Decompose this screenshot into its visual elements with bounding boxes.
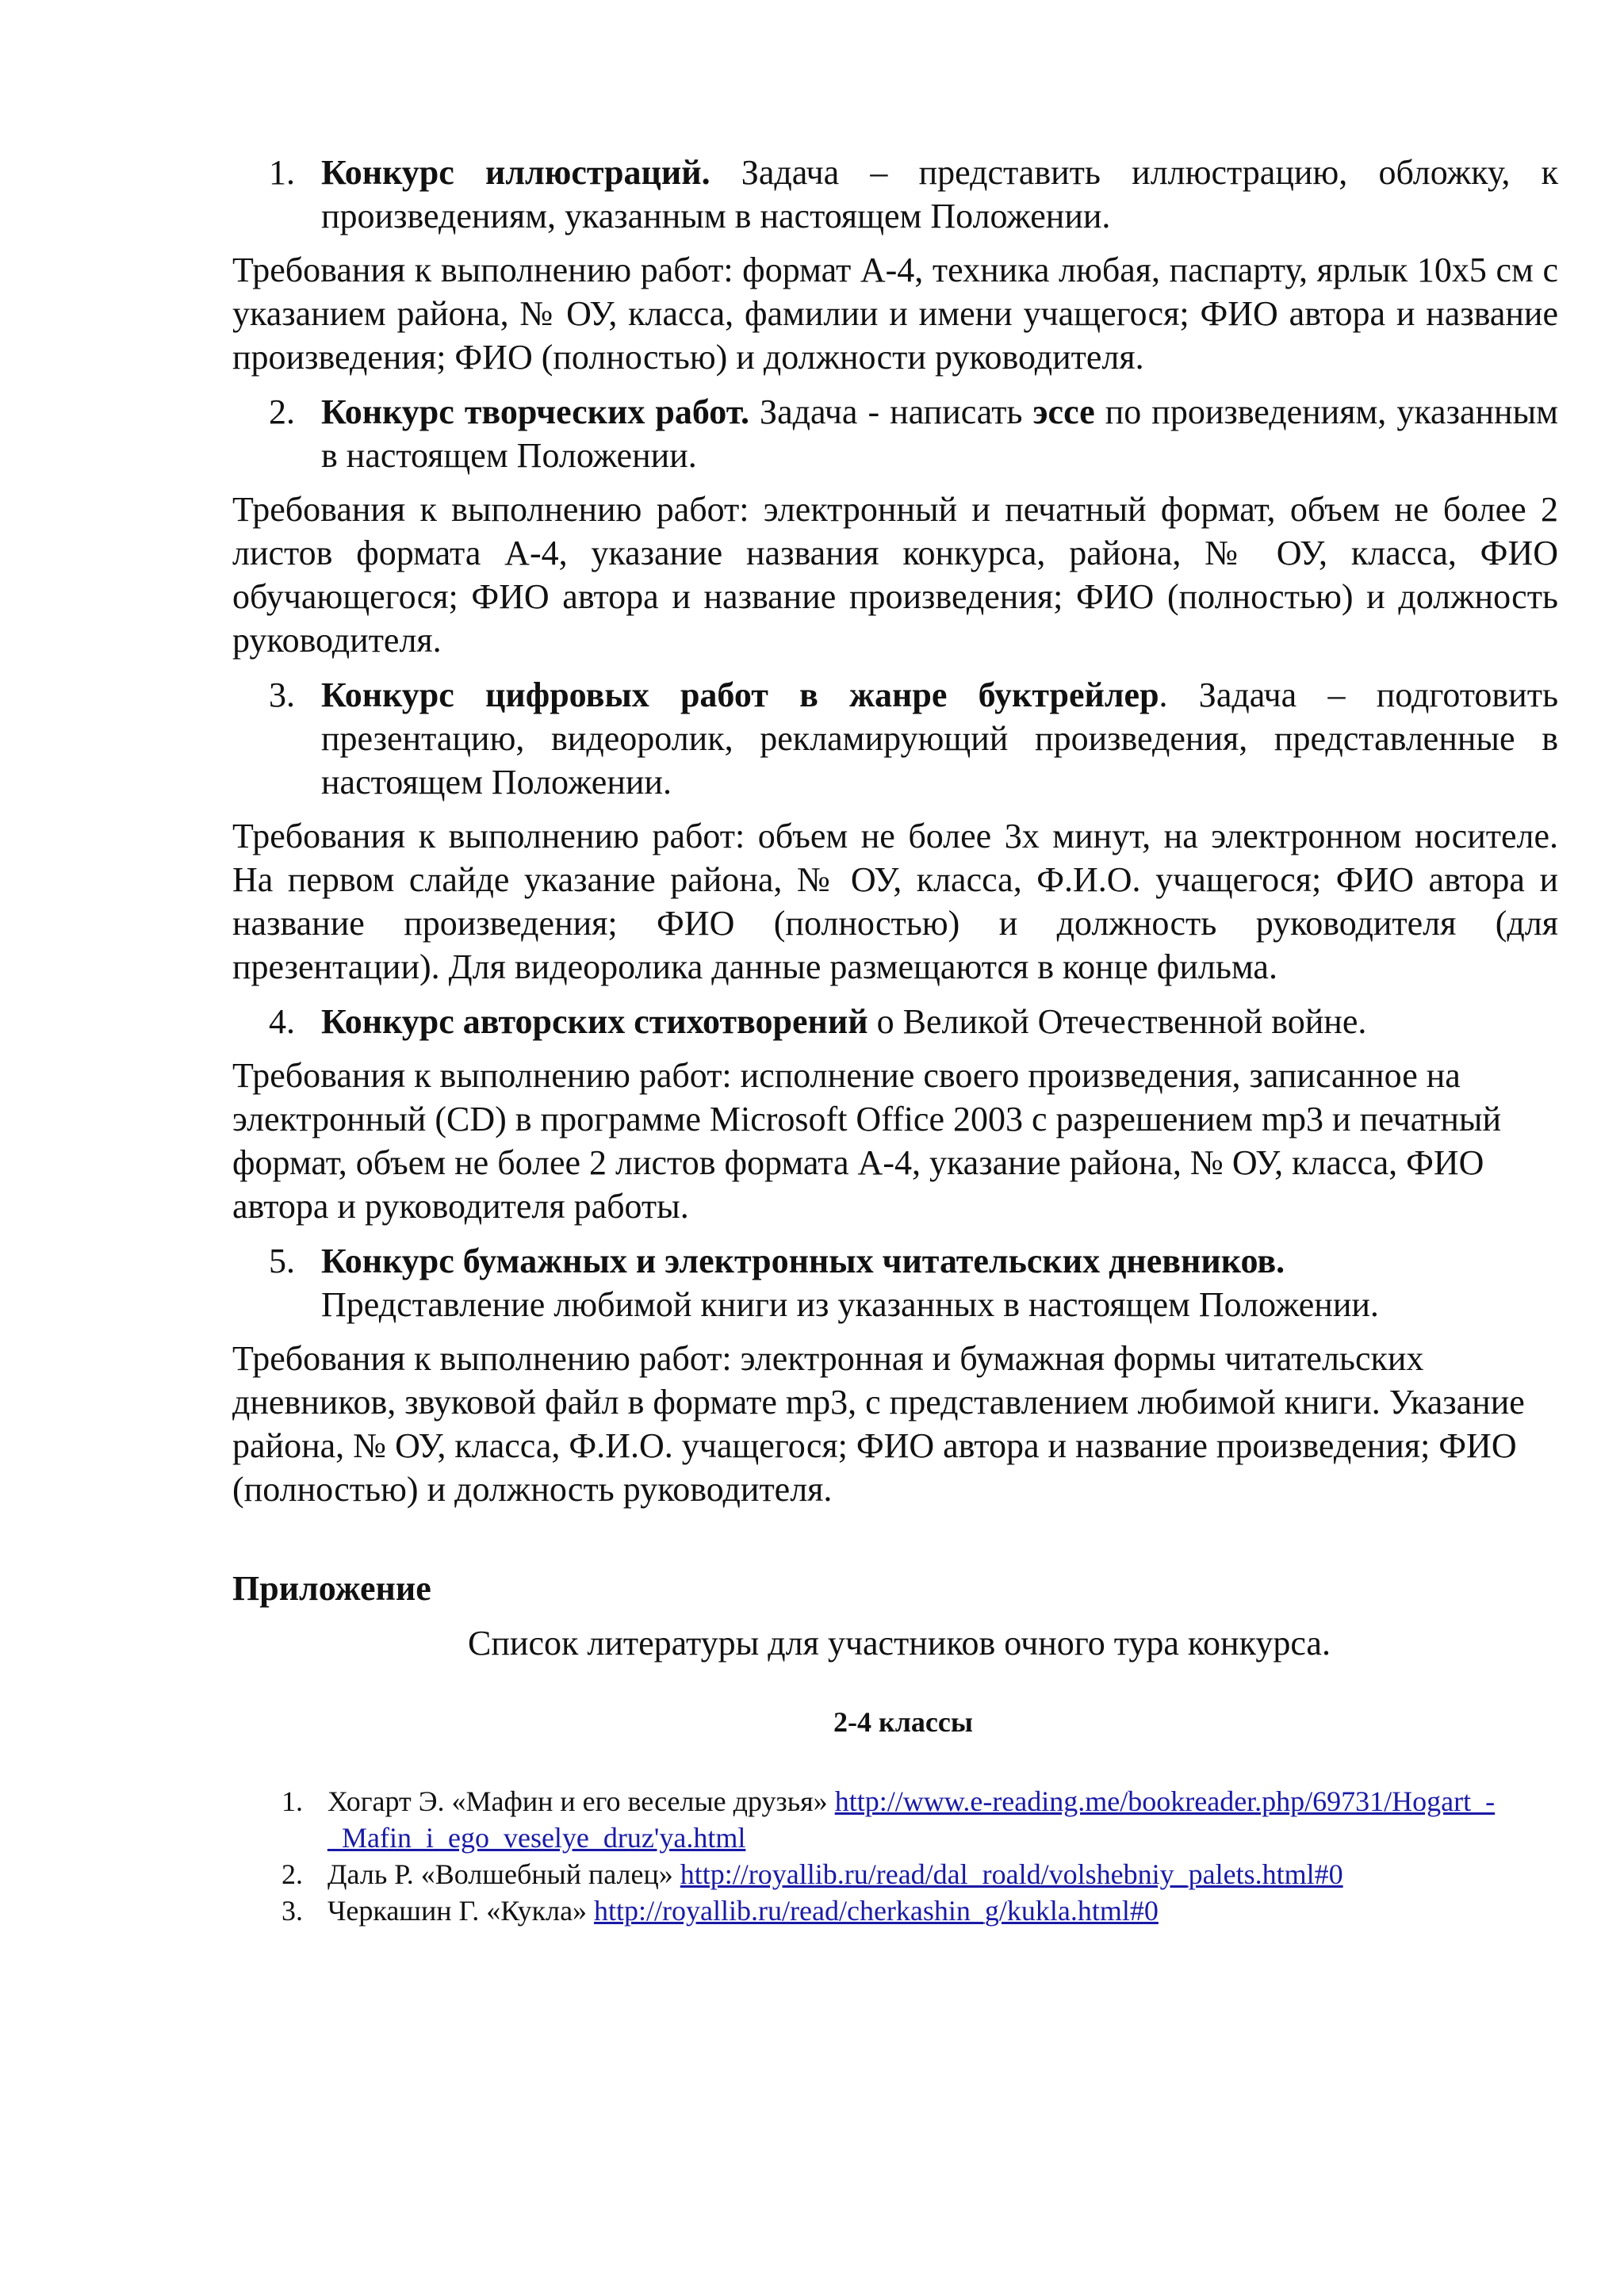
list-number: 2. bbox=[269, 392, 295, 431]
grade-heading: 2-4 классы bbox=[833, 1706, 973, 1738]
contest-task: Задача – представить иллюстрацию, обложку, к произведениям, указанным в настоящем Положении. bbox=[321, 153, 1559, 235]
contest-requirements: Требования к выполнению работ: электронный и печатный формат, объем не более 2 листов формата А-4, указание названия конкурса, района, № ОУ, класса, ФИО обучающегося; ФИО автора и название произведения; ФИО (полностью) и должность руководителя. bbox=[232, 490, 1558, 660]
list-number: 3. bbox=[269, 675, 295, 714]
list-number: 1. bbox=[269, 153, 295, 192]
contest-title: Конкурс творческих работ. bbox=[321, 392, 750, 431]
document-page bbox=[232, 151, 1558, 1929]
contest-task: по произведениям, указанным в настоящем Положении. bbox=[321, 392, 1558, 475]
list-number: 4. bbox=[269, 1002, 295, 1041]
contest-task: . Задача – подготовить презентацию, видеоролик, рекламирующий произведения, представленные в настоящем Положении. bbox=[321, 675, 1559, 802]
contest-task: Задача - написать bbox=[749, 392, 1033, 431]
list-number: 1. bbox=[282, 1785, 303, 1817]
contest-title: Конкурс авторских стихотворений bbox=[321, 1002, 868, 1041]
contest-requirements: Требования к выполнению работ: формат А-4, техника любая, паспарту, ярлык 10х5 см с указанием района, № ОУ, класса, фамилии и имени учащегося; ФИО автора и название произведения; ФИО (полностью) и должности руководителя. bbox=[232, 251, 1558, 377]
contest-task: о Великой Отечественной войне. bbox=[868, 1002, 1367, 1041]
contest-task: Представление любимой книги из указанных в настоящем Положении. bbox=[321, 1285, 1379, 1324]
appendix-title: Приложение bbox=[232, 1569, 431, 1608]
literature-item bbox=[232, 1783, 1558, 1856]
book-title: Хогарт Э. «Мафин и его веселые друзья» bbox=[327, 1785, 835, 1817]
list-number: 5. bbox=[269, 1242, 295, 1280]
book-link[interactable]: http://royallib.ru/read/cherkashin_g/kukla.html#0 bbox=[594, 1895, 1159, 1927]
contest-list bbox=[232, 151, 1558, 1511]
contest-item-illustrations bbox=[232, 151, 1558, 238]
contest-item-creative bbox=[232, 390, 1558, 477]
contest-requirements: Требования к выполнению работ: электронная и бумажная формы читательских дневников, звуковой файл в формате mp3, с представлением любимой книги. Указание района, № ОУ, класса, Ф.И.О. учащегося; ФИО автора и название произведения; ФИО (полностью) и должность руководителя. bbox=[232, 1339, 1525, 1509]
book-link[interactable]: http://www.e-reading.me/bookreader.php/69731/Hogart_-_Mafin_i_ego_veselye_druz'ya.html bbox=[327, 1785, 1496, 1854]
contest-requirements: Требования к выполнению работ: объем не более 3х минут, на электронном носителе. На первом слайде указание района, № ОУ, класса, Ф.И.О. учащегося; ФИО автора и название произведения; ФИО (полностью) и должность руководителя (для презентации). Для видеоролика данные размещаются в конце фильма. bbox=[232, 817, 1558, 986]
literature-list bbox=[232, 1783, 1558, 1929]
appendix-subtitle: Список литературы для участников очного тура конкурса. bbox=[468, 1624, 1331, 1663]
list-number: 3. bbox=[282, 1895, 303, 1927]
book-title: Черкашин Г. «Кукла» bbox=[327, 1895, 595, 1927]
contest-item-diaries bbox=[232, 1239, 1558, 1326]
contest-title: Конкурс цифровых работ в жанре буктрейлер bbox=[321, 675, 1159, 714]
contest-item-booktrailer bbox=[232, 673, 1558, 804]
contest-task-emphasis: эссе bbox=[1032, 392, 1095, 431]
book-link[interactable]: http://royallib.ru/read/dal_roald/volshebniy_palets.html#0 bbox=[680, 1858, 1343, 1890]
contest-title: Конкурс бумажных и электронных читательских дневников. bbox=[321, 1242, 1285, 1280]
contest-requirements: Требования к выполнению работ: исполнение своего произведения, записанное на электронный (CD) в программе Microsoft Office 2003 с разрешением mp3 и печатный формат, объем не более 2 листов формата А-4, указание района, № ОУ, класса, ФИО автора и руководителя работы. bbox=[232, 1056, 1501, 1226]
literature-item bbox=[232, 1856, 1558, 1892]
book-title: Даль Р. «Волшебный палец» bbox=[327, 1858, 680, 1890]
contest-item-poems bbox=[232, 1000, 1558, 1043]
contest-title: Конкурс иллюстраций. bbox=[321, 153, 710, 192]
literature-item bbox=[232, 1892, 1558, 1929]
list-number: 2. bbox=[282, 1858, 303, 1890]
